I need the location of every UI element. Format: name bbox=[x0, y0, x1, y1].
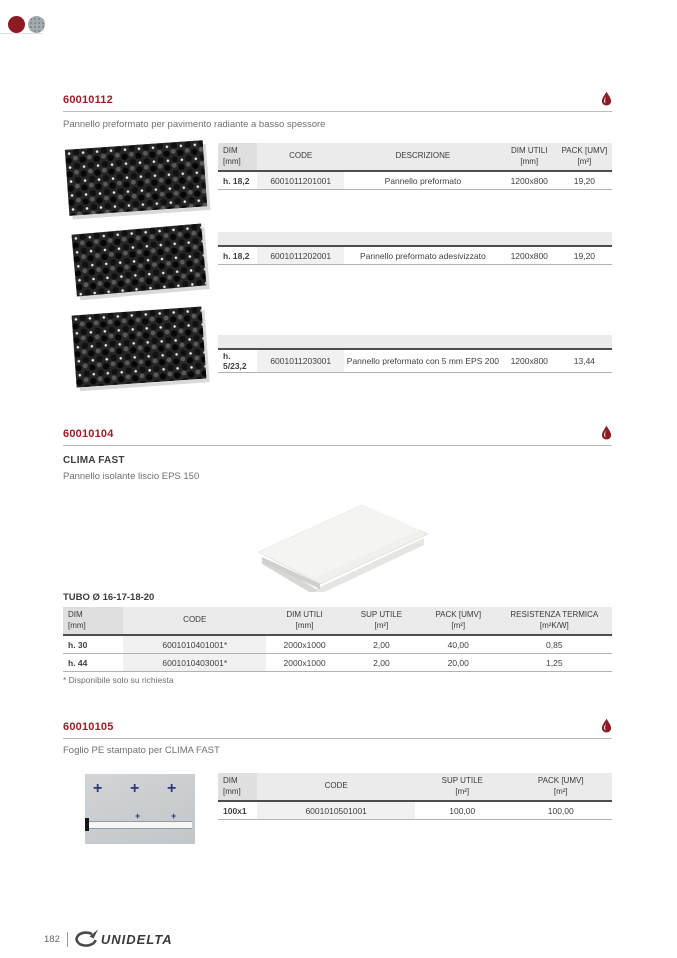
pe-table bbox=[218, 773, 612, 820]
table-cell: 20,00 bbox=[447, 657, 469, 668]
column-header: PACK [UMV] [m²] bbox=[435, 610, 482, 630]
table-cell: 1,25 bbox=[546, 657, 563, 668]
table-row bbox=[63, 636, 612, 654]
table-row bbox=[218, 247, 612, 265]
column-header: DIM [mm] bbox=[218, 773, 257, 800]
product-table bbox=[218, 232, 612, 265]
ruler-cap bbox=[85, 818, 89, 831]
column-header: DIM [mm] bbox=[218, 143, 257, 170]
section-code: 60010112 bbox=[63, 94, 113, 106]
table-header-row bbox=[63, 607, 612, 636]
flame-icon bbox=[601, 91, 612, 106]
table-cell: h. 5/23,2 bbox=[223, 351, 247, 371]
table-cell: 2000x1000 bbox=[283, 639, 326, 650]
column-header: SUP UTILE [m²] bbox=[360, 610, 402, 630]
page-number: 182 bbox=[44, 933, 60, 945]
table-cell: 100,00 bbox=[547, 805, 574, 816]
table-cell: 2000x1000 bbox=[283, 657, 326, 668]
section-subtitle: Foglio PE stampato per CLIMA FAST bbox=[63, 745, 220, 756]
ruler-graphic bbox=[88, 821, 192, 829]
column-header: RESISTENZA TERMICA [m²K/W] bbox=[510, 610, 599, 630]
flame-icon bbox=[601, 718, 612, 733]
table-cell: 40,00 bbox=[447, 639, 469, 650]
table-cell: 1200x800 bbox=[510, 356, 548, 366]
gray-dot-marker bbox=[28, 16, 45, 33]
column-header: CODE bbox=[324, 781, 348, 791]
table-cell: Pannello preformato con 5 mm EPS 200 bbox=[346, 356, 499, 366]
table-cell: Pannello preformato bbox=[384, 175, 462, 186]
table-cell: h. 18,2 bbox=[223, 250, 250, 261]
table-row bbox=[218, 802, 612, 820]
page-footer bbox=[44, 929, 173, 949]
section-subtitle: Pannello preformato per pavimento radiante a basso spessore bbox=[63, 119, 326, 130]
product-image-preformed-panel-eps200 bbox=[72, 307, 207, 388]
product-image-flat-panel bbox=[248, 492, 433, 592]
unidelta-swoosh-icon bbox=[75, 929, 99, 949]
product-table bbox=[218, 143, 612, 190]
table-cell: 19,20 bbox=[573, 250, 596, 261]
table-cell: 6001011203001 bbox=[257, 350, 344, 372]
column-header: DIM [mm] bbox=[63, 607, 123, 634]
product-table bbox=[218, 335, 612, 373]
corner-crop-line bbox=[0, 33, 42, 34]
column-header: SUP UTILE [m²] bbox=[441, 776, 483, 796]
column-header: PACK [UMV] [m²] bbox=[561, 146, 608, 166]
table-cell: 0,85 bbox=[546, 639, 563, 650]
table-row bbox=[218, 172, 612, 190]
table-cell: 6001010401001* bbox=[123, 636, 266, 653]
table-cell: 6001011202001 bbox=[257, 247, 344, 264]
column-header: DESCRIZIONE bbox=[395, 151, 451, 161]
table-cell: h. 44 bbox=[68, 657, 88, 668]
table-header-row bbox=[218, 232, 612, 247]
table-cell: Pannello preformato adesivizzato bbox=[360, 250, 486, 261]
table-cell: 13,44 bbox=[573, 356, 596, 366]
product-image-pe-sheet: + + + + + bbox=[85, 774, 195, 844]
section-code: 60010105 bbox=[63, 721, 114, 733]
table-row bbox=[63, 654, 612, 672]
footer-divider bbox=[67, 932, 68, 947]
table-header-row bbox=[218, 773, 612, 802]
flame-icon bbox=[601, 425, 612, 440]
section-code: 60010104 bbox=[63, 428, 114, 440]
column-header: PACK [UMV] [m²] bbox=[537, 776, 584, 796]
table-cell: 19,20 bbox=[573, 175, 596, 186]
table-cell: 2,00 bbox=[373, 639, 390, 650]
section-header-60010112 bbox=[63, 91, 612, 112]
table-cell: 100,00 bbox=[449, 805, 476, 816]
column-header: DIM UTILI [mm] bbox=[286, 610, 323, 630]
section-subtitle: Pannello isolante liscio EPS 150 bbox=[63, 471, 200, 482]
brand-logo bbox=[75, 929, 173, 949]
availability-note: * Disponibile solo su richiesta bbox=[63, 675, 174, 685]
table-cell: 1200x800 bbox=[510, 175, 548, 186]
column-header: CODE bbox=[183, 615, 207, 625]
table-cell: 1200x800 bbox=[510, 250, 548, 261]
section-header-60010105 bbox=[63, 718, 612, 739]
table-cell: h. 30 bbox=[68, 639, 88, 650]
table-cell: 6001010501001 bbox=[257, 802, 415, 819]
table-title: TUBO Ø 16-17-18-20 bbox=[63, 592, 155, 603]
column-header: CODE bbox=[289, 151, 313, 161]
table-cell: 6001011201001 bbox=[257, 172, 344, 189]
table-cell: 100x1 bbox=[223, 805, 247, 816]
product-image-preformed-panel bbox=[65, 140, 207, 215]
tubo-table bbox=[63, 607, 612, 672]
table-header-row bbox=[218, 335, 612, 350]
table-cell: 6001010403001* bbox=[123, 654, 266, 671]
red-dot-marker bbox=[8, 16, 25, 33]
section-header-60010104 bbox=[63, 425, 612, 446]
table-header-row bbox=[218, 143, 612, 172]
table-cell: h. 18,2 bbox=[223, 175, 250, 186]
column-header: DIM UTILI [mm] bbox=[511, 146, 548, 166]
table-row bbox=[218, 350, 612, 373]
product-name: CLIMA FAST bbox=[63, 455, 125, 466]
brand-name: UNIDELTA bbox=[100, 931, 173, 947]
table-cell: 2,00 bbox=[373, 657, 390, 668]
product-image-preformed-panel-adhesive bbox=[72, 223, 207, 296]
